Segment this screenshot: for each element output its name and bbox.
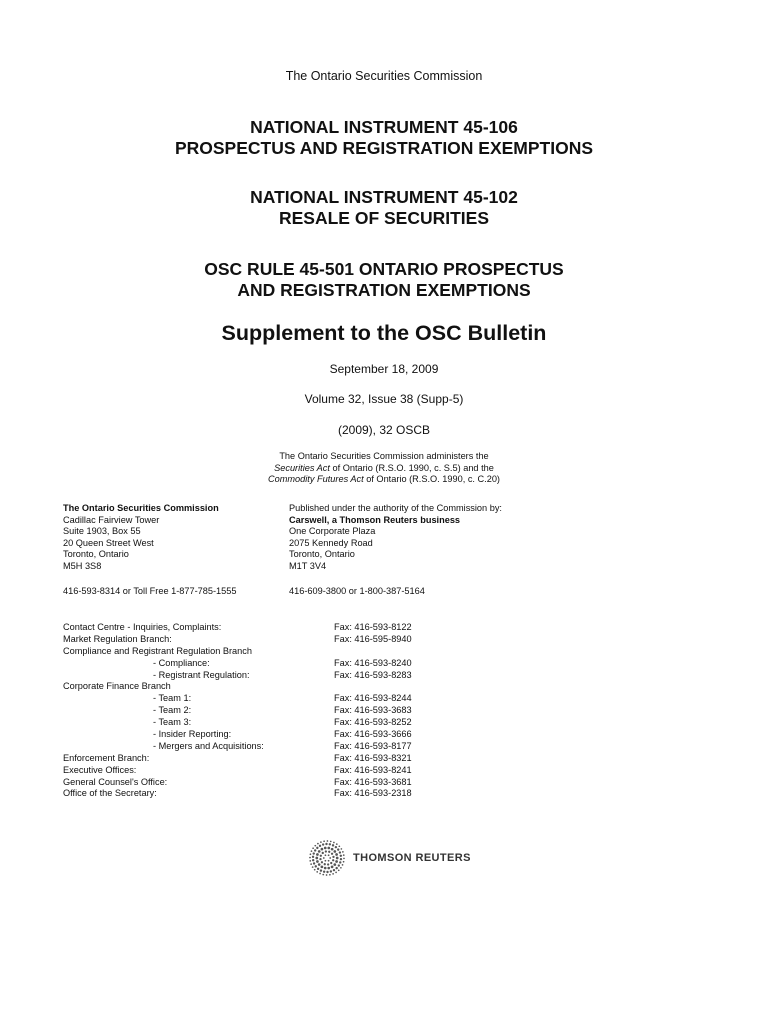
globe-dot: [325, 850, 327, 852]
globe-dot: [317, 868, 319, 870]
directory-fax: Fax: 416-593-8122: [334, 622, 412, 632]
globe-dot: [324, 867, 327, 870]
publisher-name: Carswell, a Thomson Reuters business: [289, 514, 461, 525]
supplement-title: Supplement to the OSC Bulletin: [221, 321, 547, 345]
globe-dot: [336, 843, 338, 845]
directory-fax: Fax: 416-595-8940: [334, 633, 412, 644]
globe-dot: [326, 871, 328, 873]
globe-dot: [333, 869, 335, 871]
globe-dot: [329, 874, 331, 876]
directory-row: [63, 741, 483, 753]
act-citation: of Ontario (R.S.O. 1990, c. S.5) and the: [329, 462, 494, 473]
directory-label: Market Regulation Branch:: [63, 633, 172, 644]
globe-dot: [327, 840, 329, 842]
act-name: Securities Act: [274, 462, 330, 473]
directory-label: - Mergers and Acquisitions:: [153, 740, 264, 751]
globe-dot: [320, 855, 322, 857]
directory-label: Office of the Secretary:: [63, 788, 157, 799]
address-line: Toronto, Ontario: [289, 549, 355, 560]
directory-fax: Fax: 416-593-3681: [334, 776, 412, 787]
directory-label: Corporate Finance Branch: [63, 681, 171, 692]
administers-line: [0, 474, 768, 486]
globe-dot: [319, 858, 321, 860]
globe-dot: [313, 862, 315, 864]
globe-dot: [338, 869, 340, 871]
globe-dot: [335, 846, 337, 848]
globe-dot: [312, 866, 314, 868]
globe-dot: [343, 858, 345, 860]
globe-dot: [333, 863, 336, 866]
thomson-reuters-logo: [309, 840, 471, 876]
directory-row: [63, 765, 483, 777]
directory-fax: Fax: 416-593-3666: [334, 729, 412, 740]
globe-dot: [332, 873, 334, 875]
address-line: M5H 3S8: [63, 560, 102, 571]
globe-dot: [330, 862, 332, 864]
globe-dot: [333, 850, 336, 853]
globe-dot: [340, 867, 342, 869]
commission-phone: 416-593-8314 or Toll Free 1-877-785-1555: [63, 586, 237, 596]
directory-label: - Registrant Regulation:: [153, 669, 250, 680]
directory-row: [63, 777, 483, 789]
globe-dot: [339, 851, 341, 853]
globe-dot: [325, 860, 327, 862]
directory-row: [63, 788, 483, 800]
directory-row: [63, 658, 483, 670]
globe-dot: [316, 871, 318, 873]
directory-row: [63, 646, 483, 658]
title-line: OSC RULE 45-501 ONTARIO PROSPECTUS: [204, 259, 564, 279]
directory-label: Enforcement Branch:: [63, 752, 150, 763]
address-line: M1T 3V4: [289, 560, 327, 571]
globe-dot: [331, 848, 334, 851]
fax-directory: [63, 622, 483, 800]
globe-dot: [332, 859, 334, 861]
globe-dot: [336, 857, 339, 860]
thomson-reuters-globe-icon: [309, 840, 345, 876]
globe-dot: [332, 844, 334, 846]
globe-dot: [338, 845, 340, 847]
globe-dot: [327, 867, 330, 870]
address-line: Suite 1903, Box 55: [63, 526, 141, 537]
globe-dot: [328, 851, 330, 853]
issue-date: September 18, 2009: [329, 362, 439, 376]
globe-dot: [311, 850, 313, 852]
globe-dot: [310, 853, 312, 855]
administers-line: The Ontario Securities Commission administers the: [279, 451, 489, 461]
directory-fax: Fax: 416-593-8244: [334, 693, 412, 704]
globe-dot: [326, 874, 328, 876]
directory-fax: Fax: 416-593-8241: [334, 764, 412, 775]
citation: (2009), 32 OSCB: [337, 423, 431, 437]
act-citation: of Ontario (R.S.O. 1990, c. C.20): [363, 474, 500, 485]
globe-dot: [342, 851, 344, 853]
title-line: RESALE OF SECURITIES: [278, 208, 490, 228]
globe-dot: [335, 853, 338, 856]
globe-dot: [319, 845, 321, 847]
globe-dot: [333, 842, 335, 844]
administers-line: [0, 463, 768, 475]
address-line: 20 Queen Street West: [63, 537, 154, 548]
directory-label: - Team 3:: [153, 717, 192, 728]
directory-fax: Fax: 416-593-8321: [334, 752, 412, 763]
act-name: Commodity Futures Act: [268, 474, 364, 485]
globe-dot: [343, 854, 345, 856]
volume-issue: Volume 32, Issue 38 (Supp-5): [304, 392, 464, 406]
globe-dot: [329, 857, 331, 859]
directory-label: Contact Centre - Inquiries, Complaints:: [63, 622, 222, 632]
directory-row: [63, 681, 483, 693]
title-line: NATIONAL INSTRUMENT 45-102: [250, 187, 518, 207]
title-line: NATIONAL INSTRUMENT 45-106: [250, 117, 518, 137]
globe-dot: [316, 853, 319, 856]
directory-label: Executive Offices:: [63, 764, 137, 775]
administers-statement: [0, 451, 768, 486]
commission-address: [63, 503, 219, 573]
publisher-phone: 416-609-3800 or 1-800-387-5164: [289, 586, 425, 596]
globe-dot: [335, 867, 337, 869]
directory-fax: Fax: 416-593-8177: [334, 740, 412, 751]
globe-dot: [321, 865, 324, 868]
globe-dot: [309, 860, 311, 862]
directory-fax: Fax: 416-593-2318: [334, 788, 412, 799]
globe-dot: [340, 858, 342, 860]
globe-dot: [319, 873, 321, 875]
globe-dot: [321, 861, 323, 863]
globe-dot: [330, 841, 332, 843]
globe-dot: [321, 848, 324, 851]
directory-row: [63, 622, 483, 634]
organization-heading: The Ontario Securities Commission: [285, 69, 483, 83]
globe-dot: [316, 860, 319, 863]
globe-dot: [331, 853, 333, 855]
publisher-address: [289, 503, 502, 573]
directory-row: [63, 634, 483, 646]
globe-dot: [324, 863, 326, 865]
globe-dot: [335, 872, 337, 874]
logo-text: THOMSON REUTERS: [353, 852, 471, 864]
globe-dot: [315, 857, 318, 860]
globe-dot: [342, 864, 344, 866]
globe-dot: [335, 860, 338, 863]
globe-dot: [322, 852, 324, 854]
globe-dot: [328, 854, 330, 856]
globe-dot: [312, 856, 314, 858]
title-line: PROSPECTUS AND REGISTRATION EXEMPTIONS: [174, 138, 594, 158]
directory-row: [63, 717, 483, 729]
directory-fax: Fax: 416-593-3683: [334, 705, 412, 716]
title-ni-45-102: [0, 187, 768, 229]
globe-dot: [322, 874, 324, 876]
globe-dot: [323, 857, 325, 859]
globe-dot: [323, 840, 325, 842]
globe-dot: [323, 871, 325, 873]
directory-label: - Team 2:: [153, 705, 192, 716]
commission-name: The Ontario Securities Commission: [63, 503, 219, 513]
directory-row: [63, 693, 483, 705]
address-line: 2075 Kennedy Road: [289, 537, 373, 548]
globe-dot: [331, 865, 334, 868]
globe-dot: [315, 865, 317, 867]
globe-dot: [316, 847, 318, 849]
globe-dot: [318, 850, 321, 853]
globe-dot: [313, 852, 315, 854]
address-line: Toronto, Ontario: [63, 549, 129, 560]
globe-dot: [314, 869, 316, 871]
globe-dot: [343, 861, 345, 863]
directory-fax: Fax: 416-593-8252: [334, 717, 412, 728]
globe-dot: [309, 857, 311, 859]
globe-dot: [341, 848, 343, 850]
title-line: AND REGISTRATION EXEMPTIONS: [237, 280, 531, 300]
title-ni-45-106: [0, 117, 768, 159]
globe-dot: [310, 863, 312, 865]
directory-row: [63, 670, 483, 682]
address-line: Cadillac Fairview Tower: [63, 514, 160, 525]
directory-row: [63, 729, 483, 741]
globe-dot: [337, 848, 339, 850]
globe-dot: [322, 843, 324, 845]
globe-dot: [325, 843, 327, 845]
globe-dot: [340, 855, 342, 857]
globe-dot: [327, 847, 330, 850]
globe-dot: [330, 870, 332, 872]
globe-dot: [338, 864, 340, 866]
globe-dot: [318, 863, 321, 866]
globe-dot: [320, 841, 322, 843]
globe-dot: [314, 849, 316, 851]
directory-label: General Counsel's Office:: [63, 776, 168, 787]
globe-dot: [312, 847, 314, 849]
publisher-intro: Published under the authority of the Commission by:: [289, 503, 502, 513]
globe-dot: [314, 845, 316, 847]
globe-dot: [317, 843, 319, 845]
globe-dot: [325, 854, 327, 856]
globe-dot: [324, 847, 327, 850]
globe-dot: [339, 861, 341, 863]
globe-dot: [332, 856, 334, 858]
globe-dot: [320, 869, 322, 871]
address-line: One Corporate Plaza: [289, 526, 376, 537]
globe-dot: [312, 859, 314, 861]
globe-dot: [329, 843, 331, 845]
title-osc-rule-45-501: [0, 259, 768, 301]
directory-fax: Fax: 416-593-8283: [334, 669, 412, 680]
directory-row: [63, 753, 483, 765]
directory-row: [63, 705, 483, 717]
directory-fax: Fax: 416-593-8240: [334, 657, 412, 668]
directory-label: - Compliance:: [153, 657, 210, 668]
directory-label: Compliance and Registrant Regulation Branch: [63, 645, 252, 656]
globe-dot: [328, 860, 330, 862]
globe-dot: [327, 863, 329, 865]
directory-label: - Insider Reporting:: [153, 729, 232, 740]
directory-label: - Team 1:: [153, 693, 192, 704]
